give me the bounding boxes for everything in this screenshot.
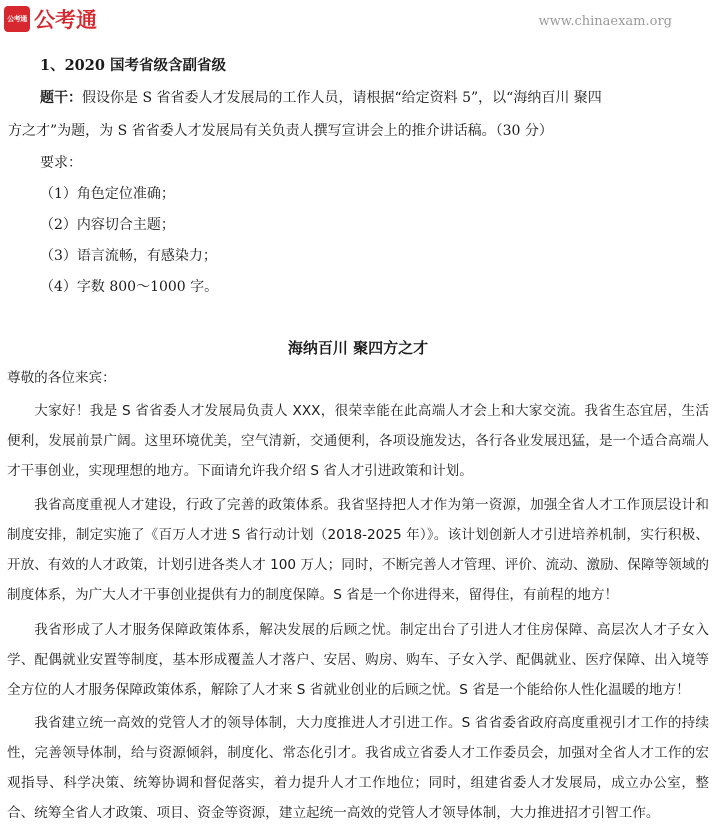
logo-icon: 公考通	[4, 6, 30, 32]
question-stem-line-2: 方之才”为题，为 S 省省委人才发展局有关负责人撰写宣讲会上的推介讲话稿。（30 分）	[8, 123, 553, 139]
requirement-item: （3）语言流畅，有感染力；	[40, 248, 217, 264]
page-header	[0, 0, 716, 40]
requirement-item: （2）内容切合主题；	[40, 217, 175, 233]
site-url: www.chinaexam.org	[538, 14, 672, 29]
essay-paragraph: 大家好！我是 S 省省委人才发展局负责人 XXX，很荣幸能在此高端人才会上和大家交流。我省生态宜居，生活便利，发展前景广阔。这里环境优美，空气清新，交通便利，各项设施发达，各行各业发展迅猛，是一个适合高端人才干事创业，实现理想的地方。下面请允许我介绍 S 省人才引进政策和计划。	[7, 403, 709, 479]
stem-label: 题干：	[40, 90, 82, 106]
requirement-item: （4）字数 800～1000 字。	[40, 279, 219, 295]
essay-salutation: 尊敬的各位来宾：	[7, 370, 116, 386]
question-title: 1、2020 国考省级含副省级	[40, 57, 226, 74]
question-stem-line-1	[40, 88, 602, 108]
essay-paragraph: 我省高度重视人才建设，行政了完善的政策体系。我省坚持把人才作为第一资源，加强全省人才工作顶层设计和制度安排，制定实施了《百万人才进 S 省行动计划（2018-2025 年）》。该计划创新人才引进培养机制，实行积极、开放、有效的人才政策，计划引进各类人才 100 万人；同时，不断完善人才管理、评价、流动、激励、保障等领域的制度体系，为广大人才干事创业提供有力的制度保障。S 省是一个你进得来，留得住，有前程的地方！	[7, 497, 709, 603]
requirement-item: （1）角色定位准确；	[40, 186, 175, 202]
brand-logo: 公考通	[34, 8, 97, 32]
essay-title: 海纳百川 聚四方之才	[287, 339, 429, 357]
stem-text-1: 假设你是 S 省省委人才发展局的工作人员，请根据“给定资料 5”，以“海纳百川 聚四	[82, 90, 602, 106]
requirements-label: 要求：	[40, 155, 82, 171]
essay-paragraph: 我省形成了人才服务保障政策体系，解决发展的后顾之忧。制定出台了引进人才住房保障、高层次人才子女入学、配偶就业安置等制度，基本形成覆盖人才落户、安居、购房、购车、子女入学、配偶就业、医疗保障、出入境等全方位的人才服务保障政策体系，解除了人才来 S 省就业创业的后顾之忧。S 省是一个能给你人性化温暖的地方！	[7, 622, 709, 698]
essay-paragraph: 我省建立统一高效的党管人才的领导体制，大力度推进人才引进工作。S 省省委省政府高度重视引才工作的持续性，完善领导体制，给与资源倾斜，制度化、常态化引才。我省成立省委人才工作委员会，加强对全省人才工作的宏观指导、科学决策、统筹协调和督促落实，着力提升人才工作地位；同时，组建省委人才发展局，成立办公室，整合、统筹全省人才政策、项目、资金等资源，建立起统一高效的党管人才领导体制，大力推进招才引智工作。	[7, 715, 709, 821]
